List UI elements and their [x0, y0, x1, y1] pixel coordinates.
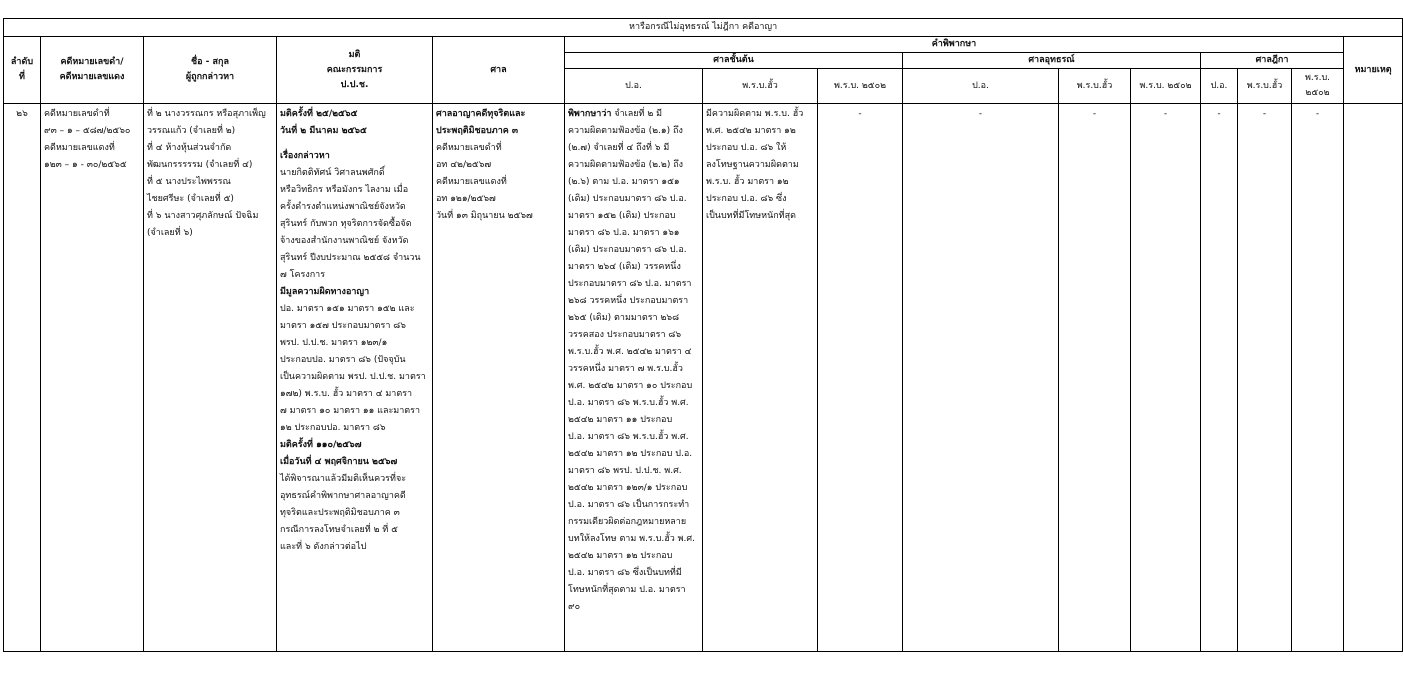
table-row: [4, 104, 1403, 652]
cell-supreme-prb: -: [1238, 104, 1292, 652]
header-court-first: ศาลชั้นต้น: [565, 53, 903, 69]
table-title: หารือกรณีไม่อุทธรณ์ ไม่ฎีกา คดีอาญา: [4, 19, 1403, 37]
header-appeal-prb2502: พ.ร.บ. ๒๕๐๒: [1131, 69, 1201, 104]
header-appeal-po: ป.อ.: [903, 69, 1059, 104]
header-supreme-prb: พ.ร.บ.ฮั้ว: [1238, 69, 1292, 104]
header-court-appeal: ศาลอุทธรณ์: [903, 53, 1201, 69]
header-appeal-prb: พ.ร.บ.ฮั้ว: [1059, 69, 1131, 104]
cell-appeal-po: -: [903, 104, 1059, 652]
judgment-table: [3, 18, 1403, 652]
header-supreme-prb2502: พ.ร.บ. ๒๕๐๒: [1292, 69, 1344, 104]
header-first-prb: พ.ร.บ.ฮั้ว: [703, 69, 818, 104]
cell-seq: ๒๖: [4, 104, 41, 652]
cell-court: ศาลอาญาคดีทุจริตและ ประพฤติมิชอบภาค ๓ คดีหมายเลขดำที่ อท ๔๒/๒๕๖๗ คดีหมายเลขแดงที่ อท ๑๒๑/๒๕๖๗ วันที่ ๑๓ มิถุนายน ๒๕๖๗: [433, 104, 565, 652]
header-court-supreme: ศาลฎีกา: [1201, 53, 1344, 69]
header-judgment: คำพิพากษา: [565, 37, 1344, 53]
header-first-prb2502: พ.ร.บ. ๒๕๐๒: [818, 69, 903, 104]
cell-appeal-prb2502: -: [1131, 104, 1201, 652]
header-seq: ลำดับ ที่: [4, 37, 41, 104]
cell-first-prb2502: -: [818, 104, 903, 652]
cell-first-prb: มีความผิดตาม พ.ร.บ. ฮั้ว พ.ศ. ๒๕๔๒ มาตรา ๑๒ ประกอบ ป.อ. ๘๖ ให้ ลงโทษฐานความผิดตาม พ.ร.บ. ฮั้ว มาตรา ๑๒ ประกอบ ป.อ. ๘๖ ซึ่ง เป็นบทที่มีโทษหนักที่สุด: [703, 104, 818, 652]
cell-case-no: คดีหมายเลขดำที่ ๙๓ – ๑ – ๕๘๗/๒๕๖๐ คดีหมายเลขแดงที่ ๑๒๓ – ๑ - ๓๐/๒๕๖๕: [41, 104, 144, 652]
header-case-no: คดีหมายเลขดำ/ คดีหมายเลขแดง: [41, 37, 144, 104]
header-supreme-po: ป.อ.: [1201, 69, 1238, 104]
header-accused: ชื่อ - สกุล ผู้ถูกกล่าวหา: [144, 37, 277, 104]
header-resolution: มติ คณะกรรมการ ป.ป.ช.: [277, 37, 433, 104]
header-court: ศาล: [433, 37, 565, 104]
header-note: หมายเหตุ: [1344, 37, 1403, 104]
cell-appeal-prb: -: [1059, 104, 1131, 652]
cell-first-po: พิพากษาว่า จำเลยที่ ๒ มี ความผิดตามฟ้องข้อ (๒.๑) ถึง (๒.๗) จำเลยที่ ๔ ถึงที่ ๖ มี ความผิดตามฟ้องข้อ (๒.๒) ถึง (๒.๖) ตาม ป.อ. มาตรา ๑๕๑ (เดิม) ประกอบมาตรา ๘๖ ป.อ. มาตรา ๑๕๒ (เดิม) ประกอบ มาตรา ๘๖ ป.อ. มาตรา ๑๖๑ (เดิม) ประกอบมาตรา ๘๖ ป.อ. มาตรา ๒๖๔ (เดิม) วรรคหนึ่ง ประกอบมาตรา ๘๖ ป.อ. มาตรา ๒๖๘ วรรคหนึ่ง ประกอบมาตรา ๒๖๕ (เดิม) ตามมาตรา ๒๖๘ วรรคสอง ประกอบมาตรา ๘๖ พ.ร.บ.ฮั้ว พ.ศ. ๒๕๔๒ มาตรา ๔ วรรคหนึ่ง มาตรา ๗ พ.ร.บ.ฮั้ว พ.ศ. ๒๕๔๒ มาตรา ๑๐ ประกอบ ป.อ. มาตรา ๘๖ พ.ร.บ.ฮั้ว พ.ศ. ๒๕๔๒ มาตรา ๑๑ ประกอบ ป.อ. มาตรา ๘๖ พ.ร.บ.ฮั้ว พ.ศ. ๒๕๔๒ มาตรา ๑๒ ประกอบ ป.อ. มาตรา ๘๖ พรป. ป.ป.ช. พ.ศ. ๒๕๔๒ มาตรา ๑๒๓/๑ ประกอบ ป.อ. มาตรา ๘๖ เป็นการกระทำ กรรมเดียวผิดต่อกฎหมายหลาย บทให้ลงโทษ ตาม พ.ร.บ.ฮั้ว พ.ศ. ๒๕๔๒ มาตรา ๑๒ ประกอบ ป.อ. มาตรา ๘๖ ซึ่งเป็นบทที่มี โทษหนักที่สุดตาม ป.อ. มาตรา ๙๐: [565, 104, 703, 652]
cell-note: [1344, 104, 1403, 652]
cell-resolution: มติครั้งที่ ๒๕/๒๕๖๕ วันที่ ๒ มีนาคม ๒๕๖๕ เรื่องกล่าวหา นายกิตติทัศน์ วิศาลนพศักดิ์ หรือวิทธิกร หรือมังกร ไลงาม เมื่อ ครั้งดำรงตำแหน่งพาณิชย์จังหวัด สุรินทร์ กับพวก ทุจริตการจัดซื้อจัด จ้างของสำนักงานพาณิชย์ จังหวัด สุรินทร์ ปีงบประมาณ ๒๕๕๘ จำนวน ๗ โครงการ มีมูลความผิดทางอาญา ปอ. มาตรา ๑๕๑ มาตรา ๑๕๒ และ มาตรา ๑๕๗ ประกอบมาตรา ๘๖ พรป. ป.ป.ช. มาตรา ๑๒๓/๑ ประกอบปอ. มาตรา ๘๖ (ปัจจุบัน เป็นความผิดตาม พรป. ป.ป.ช. มาตรา ๑๗๒) พ.ร.บ. ฮั้ว มาตรา ๔ มาตรา ๗ มาตรา ๑๐ มาตรา ๑๑ และมาตรา ๑๒ ประกอบปอ. มาตรา ๘๖ มติครั้งที่ ๑๑๐/๒๕๖๗ เมื่อวันที่ ๔ พฤศจิกายน ๒๕๖๗ ได้พิจารณาแล้วมีมติเห็นควรที่จะ อุทธรณ์คำพิพากษาศาลอาญาคดี ทุจริตและประพฤติมิชอบภาค ๓ กรณีการลงโทษจำเลยที่ ๒ ที่ ๕ และที่ ๖ ดังกล่าวต่อไป: [277, 104, 433, 652]
cell-supreme-prb2502: -: [1292, 104, 1344, 652]
cell-supreme-po: -: [1201, 104, 1238, 652]
header-first-po: ป.อ.: [565, 69, 703, 104]
cell-accused: ที่ ๒ นางวรรณกร หรือสุภาเพ็ญ วรรณแก้ว (จำเลยที่ ๒) ที่ ๔ ห้างหุ้นส่วนจำกัด พัฒนกรรรรรม (จำเลยที่ ๔) ที่ ๕ นางประไพพรรณ ไชยศรีษะ (จำเลยที่ ๕) ที่ ๖ นางสาวศุภลักษณ์ ปัจฉิม (จำเลยที่ ๖): [144, 104, 277, 652]
